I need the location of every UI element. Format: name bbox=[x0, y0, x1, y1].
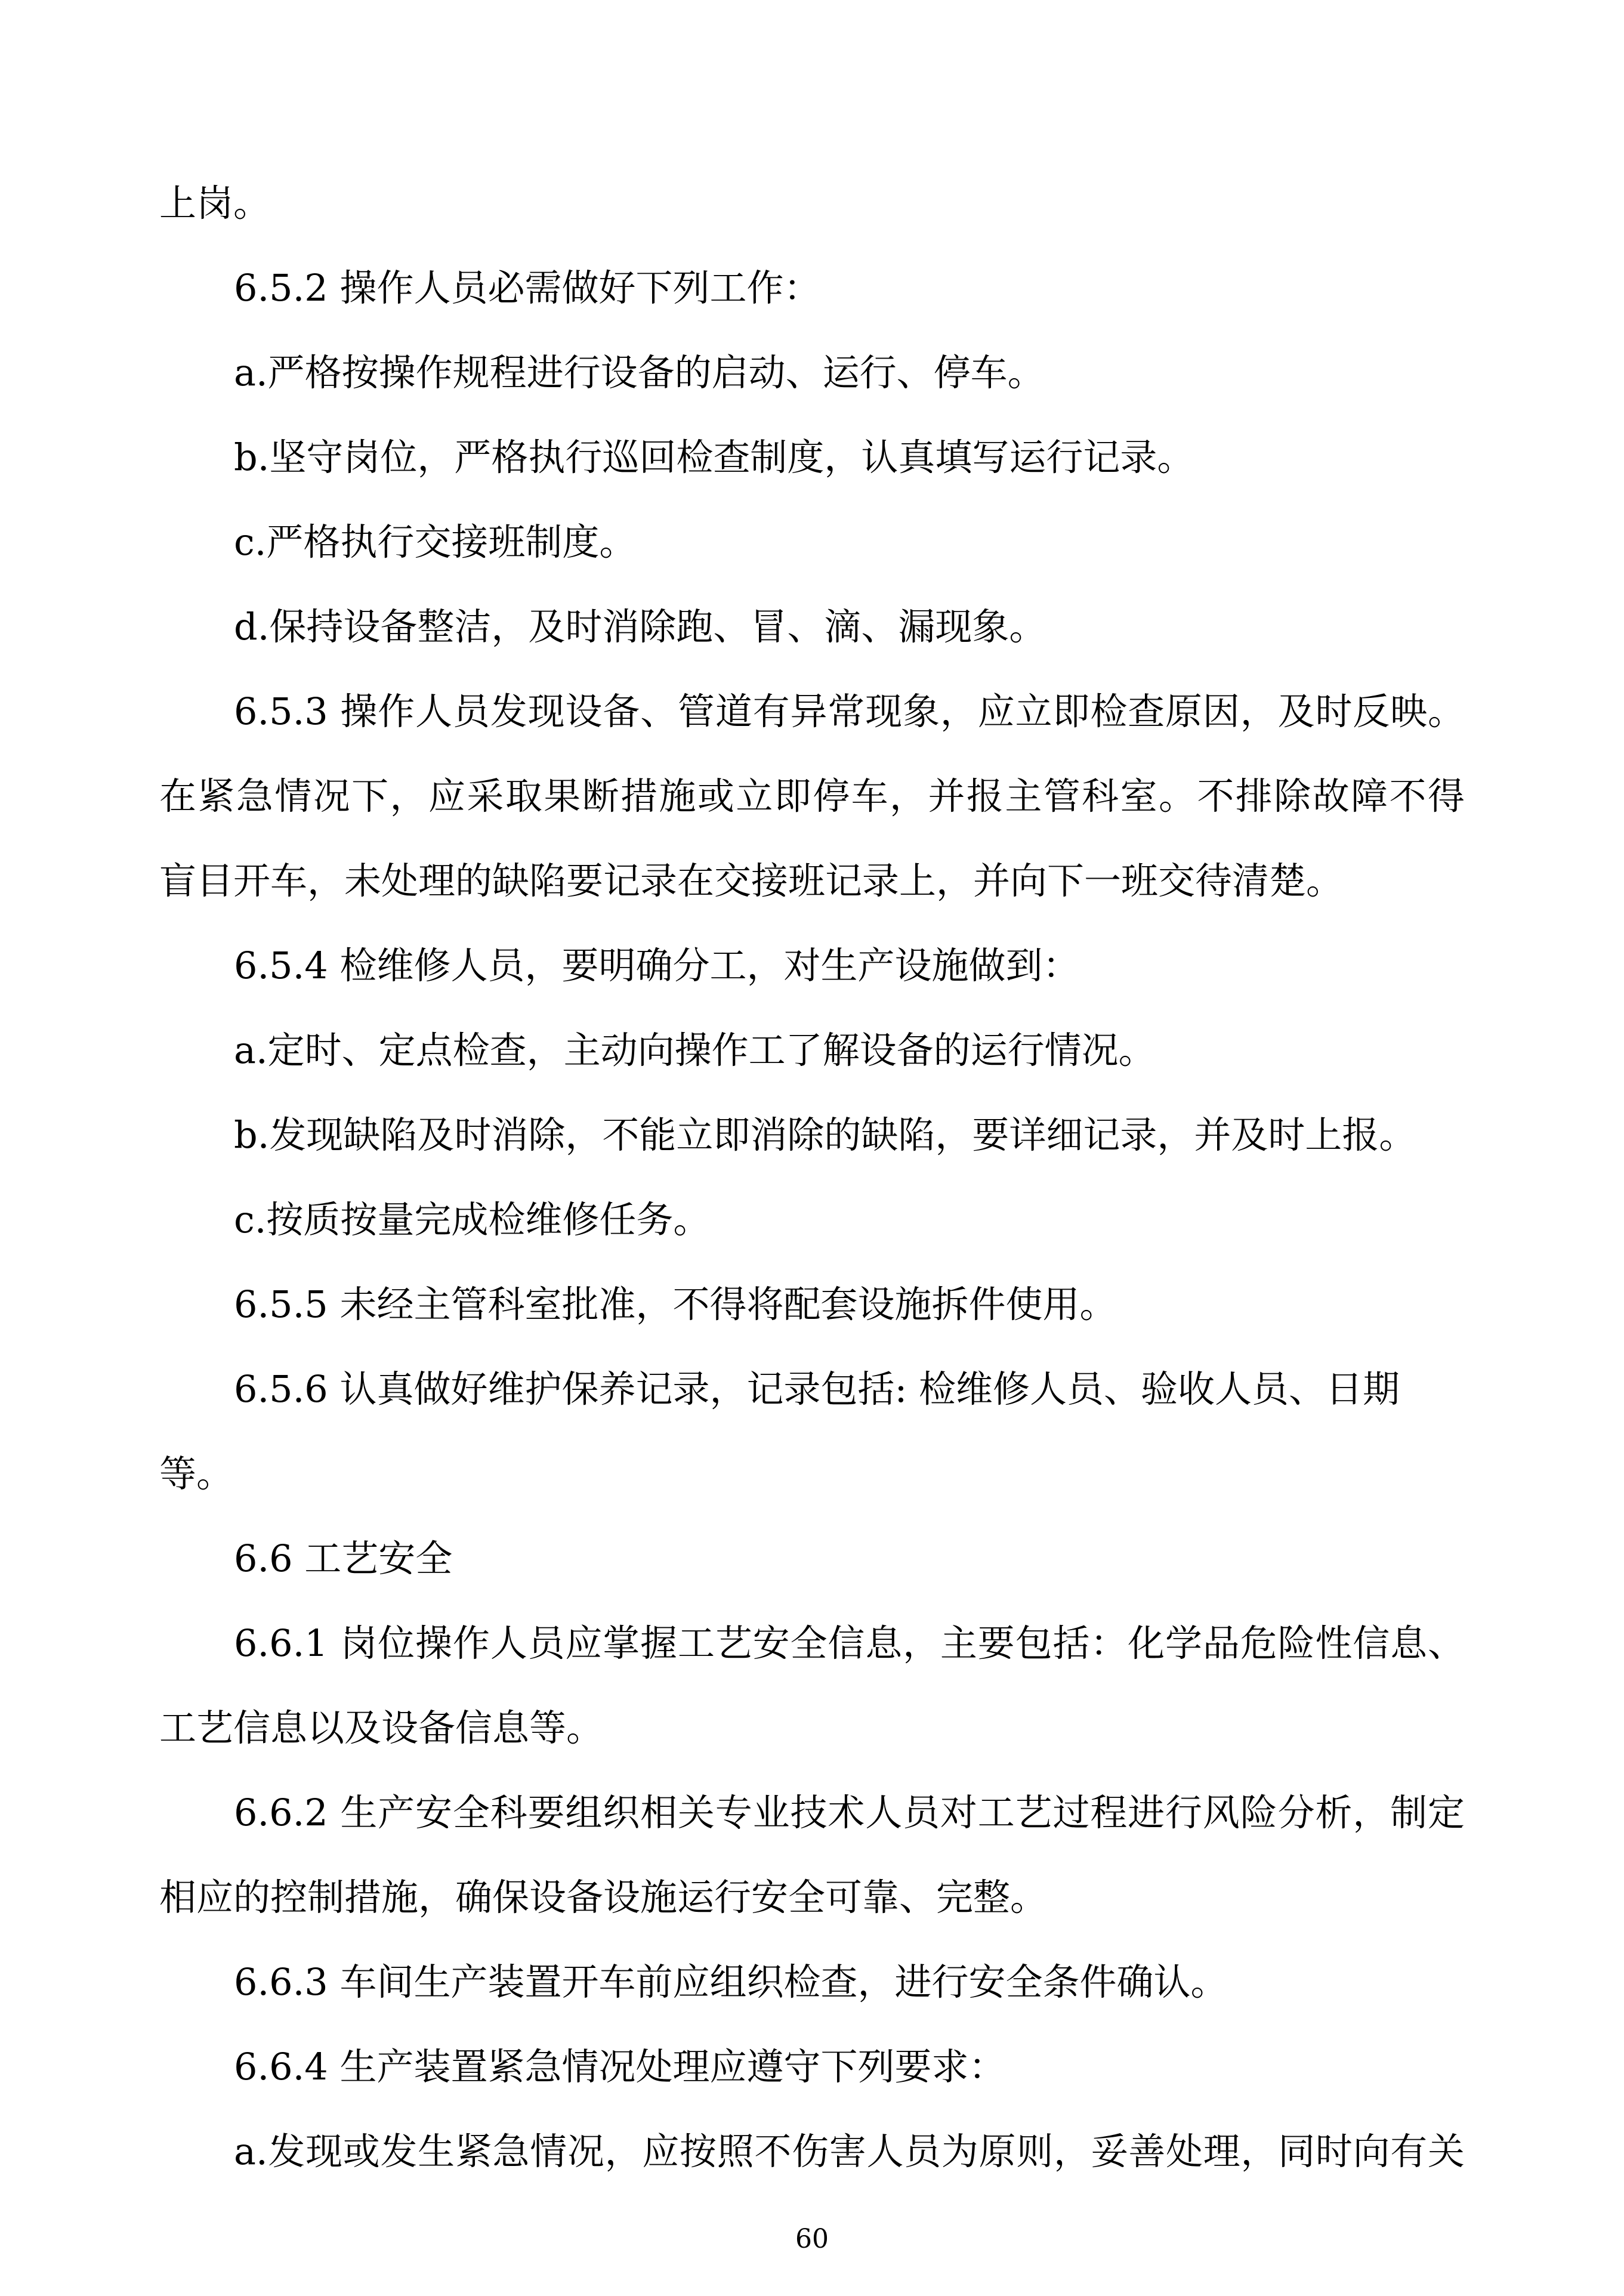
text-line: 6.5.3 操作人员发现设备、管道有异常现象，应立即检查原因，及时反映。 bbox=[234, 690, 1465, 733]
page-footer bbox=[159, 2221, 1465, 2257]
page-number: 60 bbox=[795, 2224, 829, 2254]
text-line: c.严格执行交接班制度。 bbox=[234, 520, 637, 564]
text-line: 6.6.4 生产装置紧急情况处理应遵守下列要求： bbox=[234, 2045, 1006, 2088]
text-line: 相应的控制措施，确保设备设施运行安全可靠、完整。 bbox=[159, 1875, 1048, 1919]
text-line: a.发现或发生紧急情况，应按照不伤害人员为原则，妥善处理，同时向有关 bbox=[234, 2130, 1465, 2173]
text-line: d.保持设备整洁，及时消除跑、冒、滴、漏现象。 bbox=[234, 605, 1046, 648]
text-line: a.定时、定点检查，主动向操作工了解设备的运行情况。 bbox=[234, 1028, 1156, 1072]
text-line: 在紧急情况下，应采取果断措施或立即停车，并报主管科室。不排除故障不得 bbox=[159, 774, 1465, 818]
text-line: 上岗。 bbox=[159, 181, 271, 225]
text-line: 6.5.2 操作人员必需做好下列工作： bbox=[234, 266, 821, 310]
text-line: 6.5.5 未经主管科室批准，不得将配套设施拆件使用。 bbox=[234, 1283, 1117, 1326]
text-line: 工艺信息以及设备信息等。 bbox=[159, 1706, 604, 1750]
text-line: 6.6.2 生产安全科要组织相关专业技术人员对工艺过程进行风险分析，制定 bbox=[234, 1791, 1465, 1834]
text-line: 6.6.1 岗位操作人员应掌握工艺安全信息，主要包括：化学品危险性信息、 bbox=[234, 1621, 1465, 1665]
text-line: 盲目开车，未处理的缺陷要记录在交接班记录上，并向下一班交待清楚。 bbox=[159, 859, 1344, 903]
text-line: 6.6 工艺安全 bbox=[234, 1537, 453, 1580]
text-line: 6.5.6 认真做好维护保养记录，记录包括: 检维修人员、验收人员、日期等。 bbox=[159, 1367, 1400, 1495]
text-line: 6.6.3 车间生产装置开车前应组织检查，进行安全条件确认。 bbox=[234, 1960, 1228, 2004]
text-line: b.发现缺陷及时消除，不能立即消除的缺陷，要详细记录，并及时上报。 bbox=[234, 1113, 1416, 1157]
text-line: c.按质按量完成检维修任务。 bbox=[234, 1198, 711, 1241]
text-line: a.严格按操作规程进行设备的启动、运行、停车。 bbox=[234, 351, 1045, 394]
text-line: b.坚守岗位，严格执行巡回检查制度，认真填写运行记录。 bbox=[234, 435, 1194, 479]
text-line: 6.5.4 检维修人员，要明确分工，对生产设施做到： bbox=[234, 944, 1080, 987]
